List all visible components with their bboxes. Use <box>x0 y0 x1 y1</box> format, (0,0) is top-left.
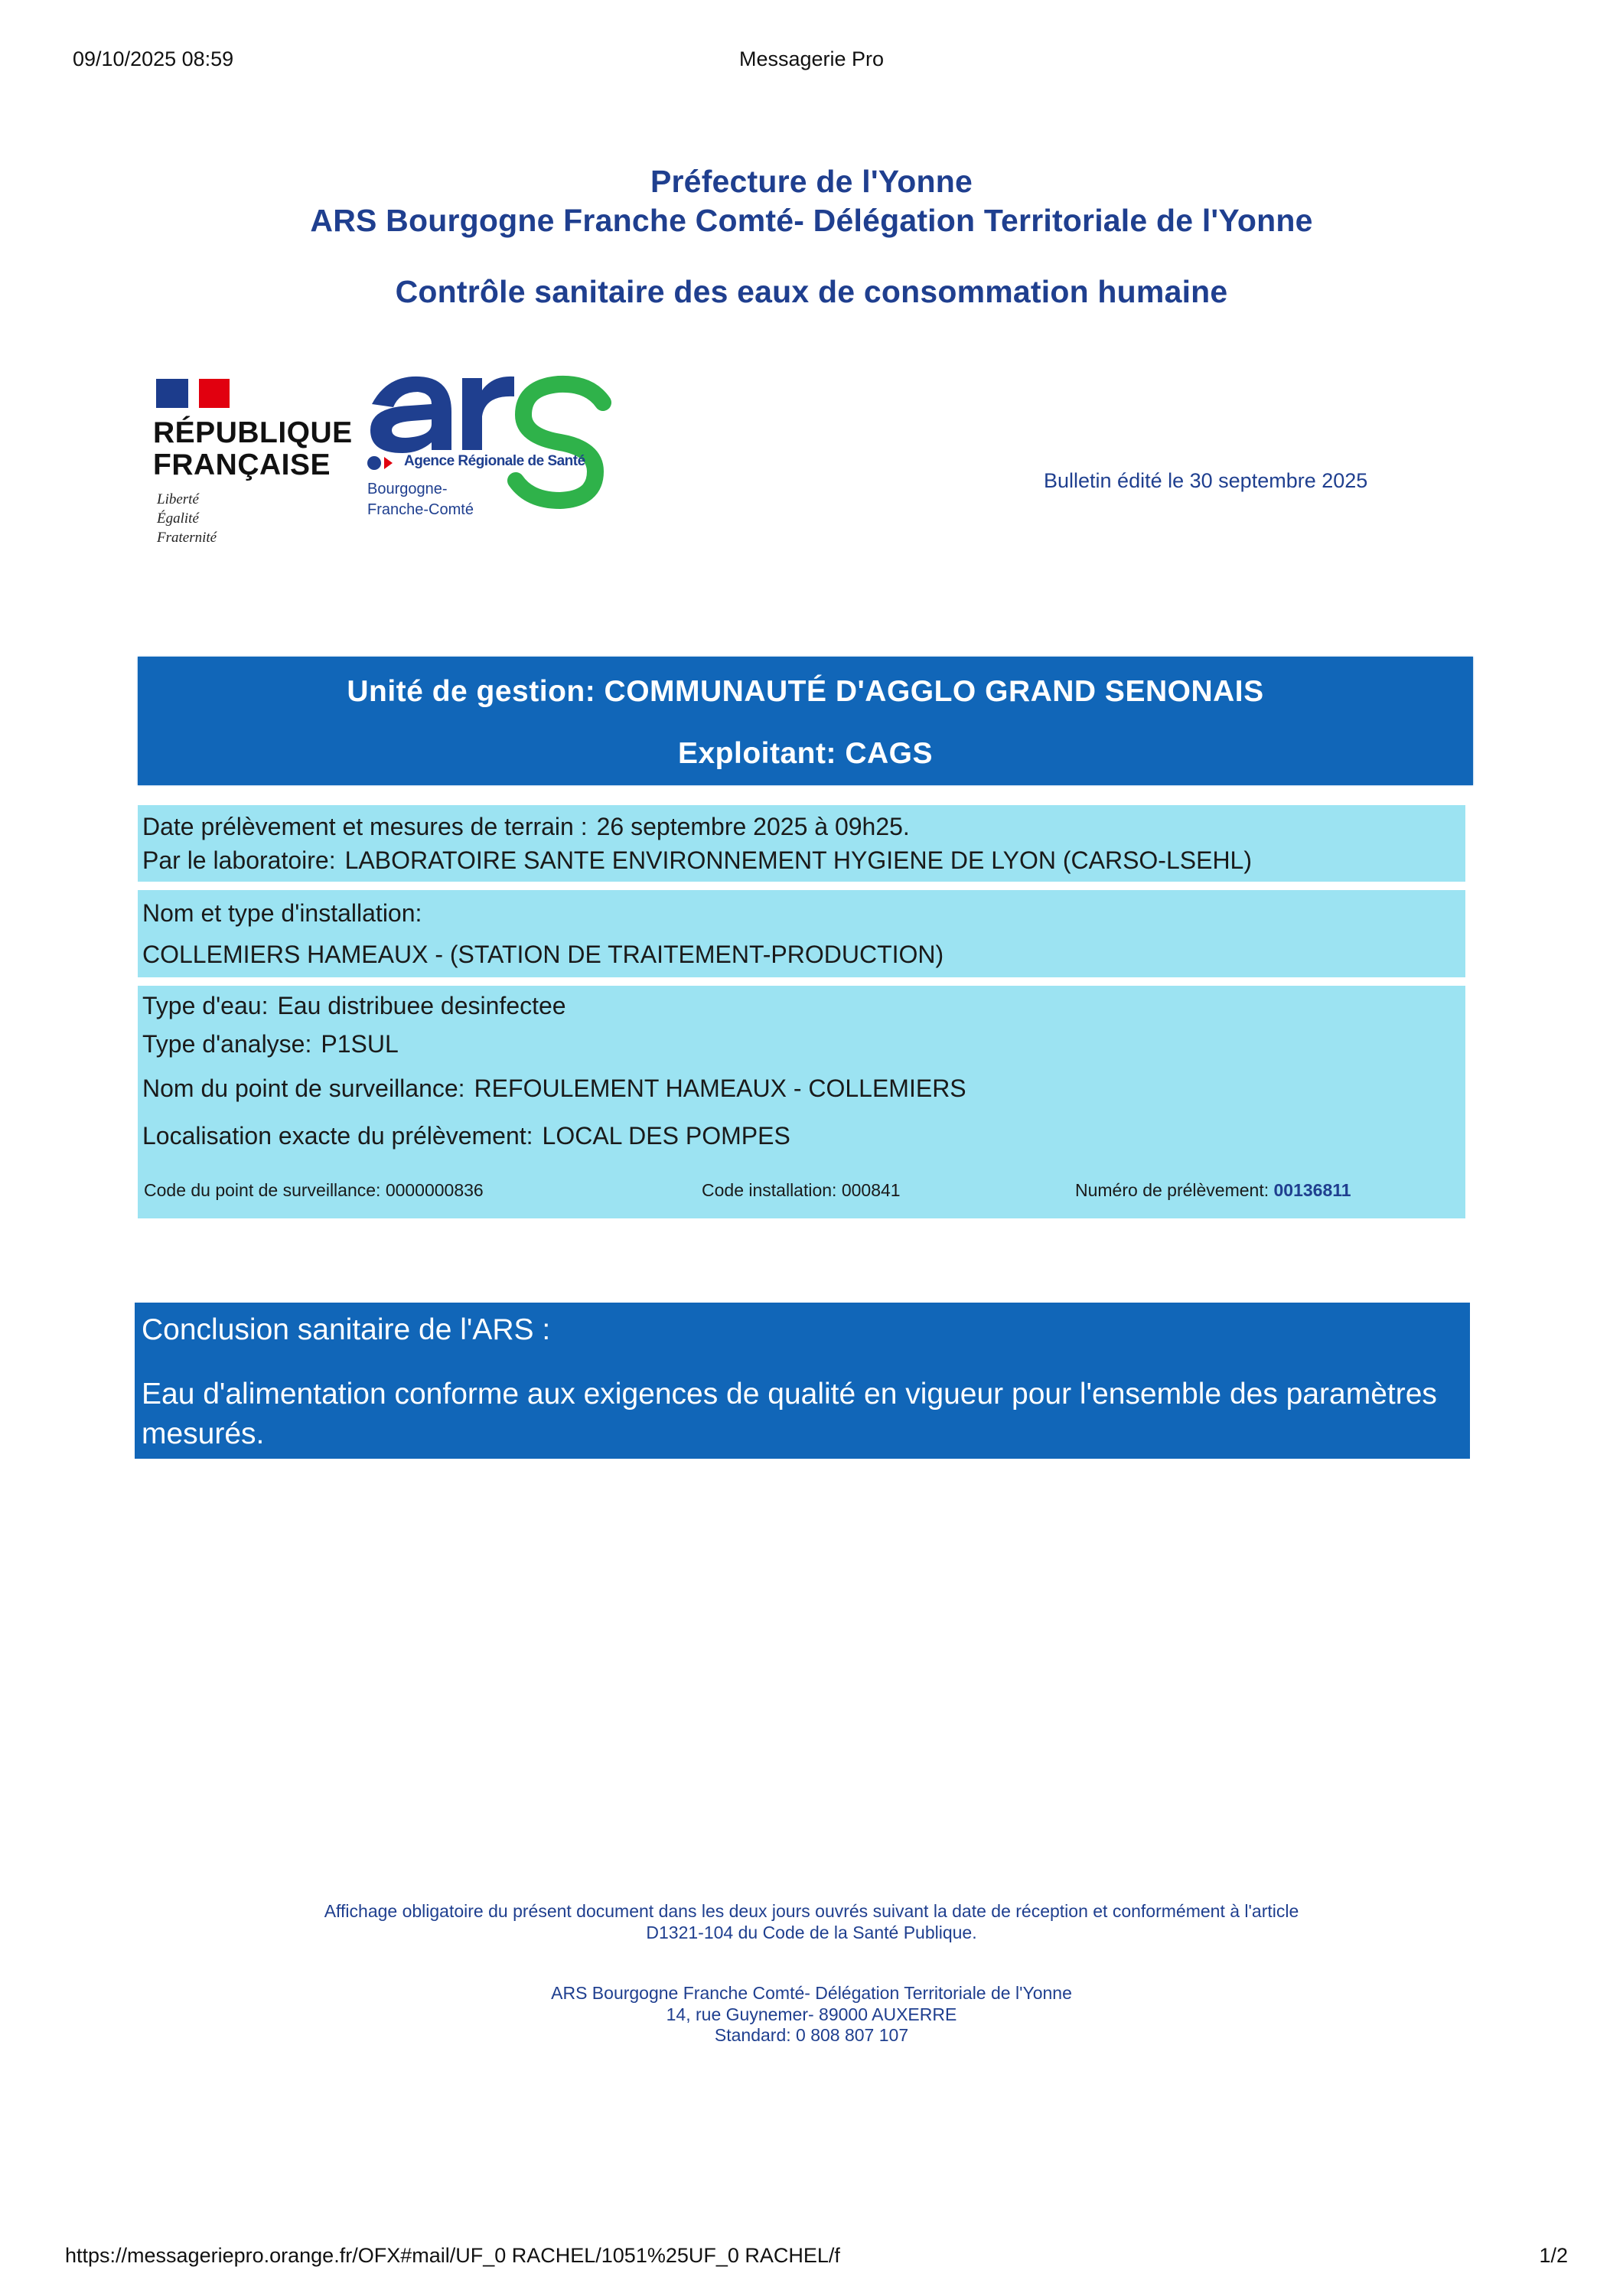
code-point-label: Code du point de surveillance: <box>144 1180 381 1200</box>
laboratory-value: LABORATOIRE SANTE ENVIRONNEMENT HYGIENE DE LYON (CARSO-LSEHL) <box>344 846 1252 874</box>
sample-date-line <box>142 813 910 841</box>
water-info-box <box>138 986 1465 1218</box>
rf-name-line1: RÉPUBLIQUE <box>153 416 353 449</box>
rf-motto-liberte: Liberté <box>157 491 199 507</box>
address-line1: ARS Bourgogne Franche Comté- Délégation Territoriale de l'Yonne <box>551 1983 1072 2003</box>
water-type-value: Eau distribuee desinfectee <box>277 992 566 1019</box>
water-type-label: Type d'eau: <box>142 992 269 1019</box>
rf-name-line2: FRANÇAISE <box>153 448 331 481</box>
surveillance-point-value: REFOULEMENT HAMEAUX - COLLEMIERS <box>474 1075 966 1102</box>
rf-motto-fraternite: Fraternité <box>157 530 217 546</box>
sample-location-label: Localisation exacte du prélèvement: <box>142 1122 533 1150</box>
installation-info-box <box>138 890 1465 977</box>
code-installation-label: Code installation: <box>702 1180 837 1200</box>
analysis-type-value: P1SUL <box>321 1030 399 1058</box>
code-point-value: 0000000836 <box>385 1180 484 1200</box>
address-line2: 14, rue Guynemer- 89000 AUXERRE <box>666 2004 957 2024</box>
document-title: Contrôle sanitaire des eaux de consommation humaine <box>395 274 1228 309</box>
unit-header-band <box>138 657 1473 785</box>
installation-label: Nom et type d'installation: <box>142 899 422 927</box>
analysis-type-line <box>142 1030 399 1058</box>
sample-date-value: 26 septembre 2025 à 09h25. <box>596 813 910 840</box>
address-phone: Standard: 0 808 807 107 <box>714 2025 909 2045</box>
display-notice-line1: Affichage obligatoire du présent document dans les deux jours ouvrés suivant la date de réception et conformément à l'article <box>324 1901 1299 1921</box>
water-type-line <box>142 992 566 1020</box>
bulletin-date: Bulletin édité le 30 septembre 2025 <box>1044 469 1368 492</box>
ars-region-line2: Franche-Comté <box>367 501 474 518</box>
code-installation-value: 000841 <box>841 1180 901 1200</box>
laboratory-label: Par le laboratoire: <box>142 846 336 874</box>
sample-location-value: LOCAL DES POMPES <box>542 1122 790 1150</box>
prefecture-title: Préfecture de l'Yonne <box>650 164 973 199</box>
laboratory-line <box>142 846 1252 875</box>
surveillance-point-label: Nom du point de surveillance: <box>142 1075 465 1102</box>
sample-info-box <box>138 805 1465 882</box>
print-datetime: 09/10/2025 08:59 <box>73 47 234 70</box>
display-notice-line2: D1321-104 du Code de la Santé Publique. <box>646 1923 977 1942</box>
conclusion-title: Conclusion sanitaire de l'ARS : <box>142 1313 551 1346</box>
republique-francaise-logo <box>153 379 353 555</box>
sample-number-label: Numéro de prélèvement: <box>1075 1180 1269 1200</box>
surveillance-point-line <box>142 1075 966 1103</box>
sample-number-line <box>1075 1180 1351 1201</box>
marianne-flag-icon <box>156 379 230 408</box>
management-unit: Unité de gestion: COMMUNAUTÉ D'AGGLO GRAND SENONAIS <box>347 675 1264 708</box>
print-page-number: 1/2 <box>1539 2244 1568 2267</box>
print-url: https://messageriepro.orange.fr/OFX#mail/UF_0 RACHEL/1051%25UF_0 RACHEL/f <box>65 2244 840 2267</box>
conclusion-band <box>135 1303 1470 1459</box>
ars-dot-icon <box>367 456 381 470</box>
conclusion-text: Eau d'alimentation conforme aux exigences de qualité en vigueur pour l'ensemble des paramètres mesurés. <box>142 1378 1437 1450</box>
print-app-title: Messagerie Pro <box>738 47 885 70</box>
ars-region-line1: Bourgogne- <box>367 481 448 497</box>
code-point-line <box>144 1180 484 1201</box>
sample-number-value: 00136811 <box>1273 1180 1351 1200</box>
installation-value: COLLEMIERS HAMEAUX - (STATION DE TRAITEMENT-PRODUCTION) <box>142 941 944 968</box>
sample-date-label: Date prélèvement et mesures de terrain : <box>142 813 588 840</box>
operator: Exploitant: CAGS <box>677 737 933 770</box>
analysis-type-label: Type d'analyse: <box>142 1030 312 1058</box>
ars-delegation-title: ARS Bourgogne Franche Comté- Délégation Territoriale de l'Yonne <box>310 203 1313 238</box>
sample-location-line <box>142 1122 790 1150</box>
rf-motto-egalite: Égalité <box>157 510 199 527</box>
ars-agency-name: Agence Régionale de Santé <box>404 453 585 469</box>
ars-logo <box>366 360 626 536</box>
ars-chevron-icon <box>384 457 393 469</box>
code-installation-line <box>702 1180 901 1201</box>
